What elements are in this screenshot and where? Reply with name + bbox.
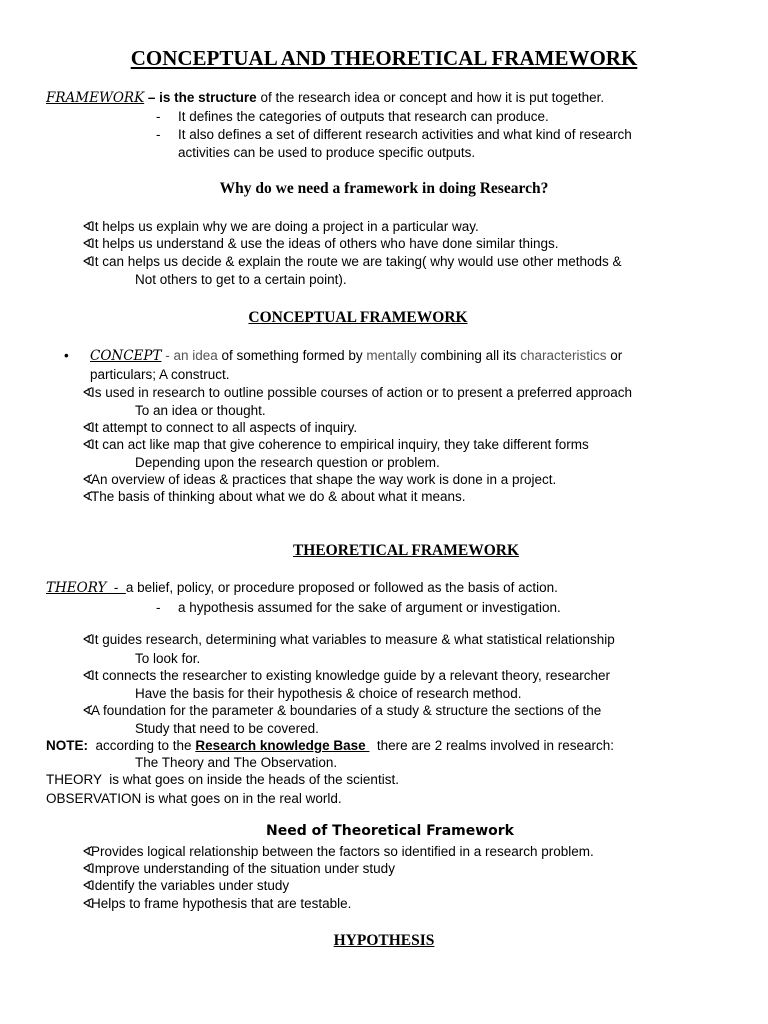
dash-glyph: -: [156, 600, 161, 615]
why-item-3-text: It can helps us decide & explain the route we are taking( why would use other methods &: [91, 254, 622, 269]
why-item-1: [82, 218, 479, 235]
why-item-1-text: It helps us explain why we are doing a project in a particular way.: [91, 219, 479, 234]
theory-definition: [46, 579, 558, 597]
concept-term: CONCEPT: [90, 348, 162, 364]
arrow-icon: ∢: [82, 703, 94, 718]
arrow-icon: ∢: [82, 254, 94, 269]
concept-item-2: [82, 419, 357, 436]
page-title: CONCEPTUAL AND THEORETICAL FRAMEWORK: [130, 46, 638, 70]
concept-item-1-text: Is used in research to outline possible courses of action or to present a preferred approach: [91, 385, 633, 400]
theory-item-3-text: A foundation for the parameter & boundaries of a study & structure the sections of the: [91, 703, 602, 718]
arrow-icon: ∢: [82, 385, 94, 400]
framework-bold: – is the structure: [144, 90, 257, 105]
note-text-a: according to the: [88, 738, 196, 753]
hypothesis-heading: HYPOTHESIS: [333, 932, 435, 949]
need-item-2-text: Improve understanding of the situation under study: [91, 861, 395, 876]
need-item-1-text: Provides logical relationship between the factors so identified in a research problem.: [91, 844, 594, 859]
concept-item-4-text: An overview of ideas & practices that shape the way work is done in a project.: [91, 472, 557, 487]
why-item-3: [82, 253, 622, 270]
bullet-icon: •: [64, 348, 69, 363]
note-line: [46, 737, 614, 754]
theory-item-3-cont: Study that need to be covered.: [135, 721, 319, 736]
framework-dash-2-text: It also defines a set of different research activities and what kind of research: [178, 127, 632, 142]
concept-item-1-cont: To an idea or thought.: [135, 403, 266, 418]
concept-item-3: [82, 436, 589, 453]
arrow-icon: ∢: [82, 472, 94, 487]
note-text-b: there are 2 realms involved in research:: [369, 738, 615, 753]
why-heading: Why do we need a framework in doing Research?: [219, 180, 549, 197]
need-item-4: [82, 895, 351, 912]
framework-definition: [46, 89, 604, 107]
theory-item-1-text: It guides research, determining what variables to measure & what statistical relationship: [91, 632, 615, 647]
arrow-icon: ∢: [82, 437, 94, 452]
concept-item-5-text: The basis of thinking about what we do & about what it means.: [91, 489, 466, 504]
concept-text-c: or: [606, 348, 623, 363]
theory-dash-1-text: a hypothesis assumed for the sake of argument or investigation.: [178, 600, 561, 615]
need-item-3-text: Identify the variables under study: [91, 878, 290, 893]
conceptual-heading: CONCEPTUAL FRAMEWORK: [248, 309, 468, 326]
theory-item-2-text: It connects the researcher to existing knowledge guide by a relevant theory, researcher: [91, 668, 611, 683]
dash-glyph: -: [156, 127, 161, 142]
arrow-icon: ∢: [82, 219, 94, 234]
concept-item-5: [82, 488, 465, 505]
concept-link-characteristics: characteristics: [520, 348, 607, 363]
framework-dash-1: [156, 108, 549, 125]
theory-dash-1: [156, 599, 561, 616]
arrow-icon: ∢: [82, 896, 94, 911]
concept-item-2-text: It attempt to connect to all aspects of inquiry.: [91, 420, 358, 435]
need-item-1: [82, 843, 594, 860]
arrow-icon: ∢: [82, 420, 94, 435]
arrow-icon: ∢: [82, 844, 94, 859]
need-heading: Need of Theoretical Framework: [266, 823, 514, 839]
note-observation: OBSERVATION is what goes on in the real world.: [46, 791, 342, 806]
why-item-2: [82, 235, 559, 252]
concept-link-idea: an idea: [173, 348, 218, 363]
need-item-3: [82, 877, 289, 894]
arrow-icon: ∢: [82, 861, 94, 876]
theory-item-2-cont: Have the basis for their hypothesis & choice of research method.: [135, 686, 522, 701]
need-item-4-text: Helps to frame hypothesis that are testable.: [91, 896, 352, 911]
theory-item-2: [82, 667, 610, 684]
concept-item-3-cont: Depending upon the research question or problem.: [135, 455, 440, 470]
concept-link-mentally: mentally: [366, 348, 417, 363]
dash-glyph: -: [156, 109, 161, 124]
theory-item-1-cont: To look for.: [135, 651, 201, 666]
framework-dash-2-cont: activities can be used to produce specific outputs.: [178, 145, 476, 160]
research-knowledge-base-link[interactable]: Research knowledge Base: [195, 738, 370, 753]
framework-dash-1-text: It defines the categories of outputs that research can produce.: [178, 109, 549, 124]
theory-sep: -: [106, 580, 126, 595]
why-item-3-cont: Not others to get to a certain point).: [135, 272, 347, 287]
concept-item-4: [82, 471, 556, 488]
concept-sep: -: [161, 348, 174, 363]
arrow-icon: ∢: [82, 632, 94, 647]
framework-dash-2: [156, 126, 632, 143]
note-cont: The Theory and The Observation.: [135, 755, 338, 770]
note-label: NOTE:: [46, 738, 88, 753]
concept-text-a: of something formed by: [217, 348, 367, 363]
need-item-2: [82, 860, 395, 877]
concept-definition-cont: particulars; A construct.: [90, 367, 230, 382]
concept-item-3-text: It can act like map that give coherence to empirical inquiry, they take different forms: [91, 437, 589, 452]
theory-def-text: a belief, policy, or procedure proposed or followed as the basis of action.: [125, 580, 558, 595]
framework-rest: of the research idea or concept and how it is put together.: [256, 90, 605, 105]
concept-item-1: [82, 384, 632, 401]
theory-item-3: [82, 702, 601, 719]
framework-term: FRAMEWORK: [46, 90, 145, 106]
note-theory: THEORY is what goes on inside the heads of the scientist.: [46, 772, 399, 787]
arrow-icon: ∢: [82, 878, 94, 893]
concept-text-b: combining all its: [416, 348, 521, 363]
concept-definition: [64, 347, 622, 365]
theory-item-1: [82, 631, 615, 648]
theoretical-heading: THEORETICAL FRAMEWORK: [292, 542, 520, 559]
theory-term: THEORY: [46, 580, 107, 596]
arrow-icon: ∢: [82, 236, 94, 251]
arrow-icon: ∢: [82, 668, 94, 683]
why-item-2-text: It helps us understand & use the ideas of others who have done similar things.: [91, 236, 559, 251]
arrow-icon: ∢: [82, 489, 94, 504]
